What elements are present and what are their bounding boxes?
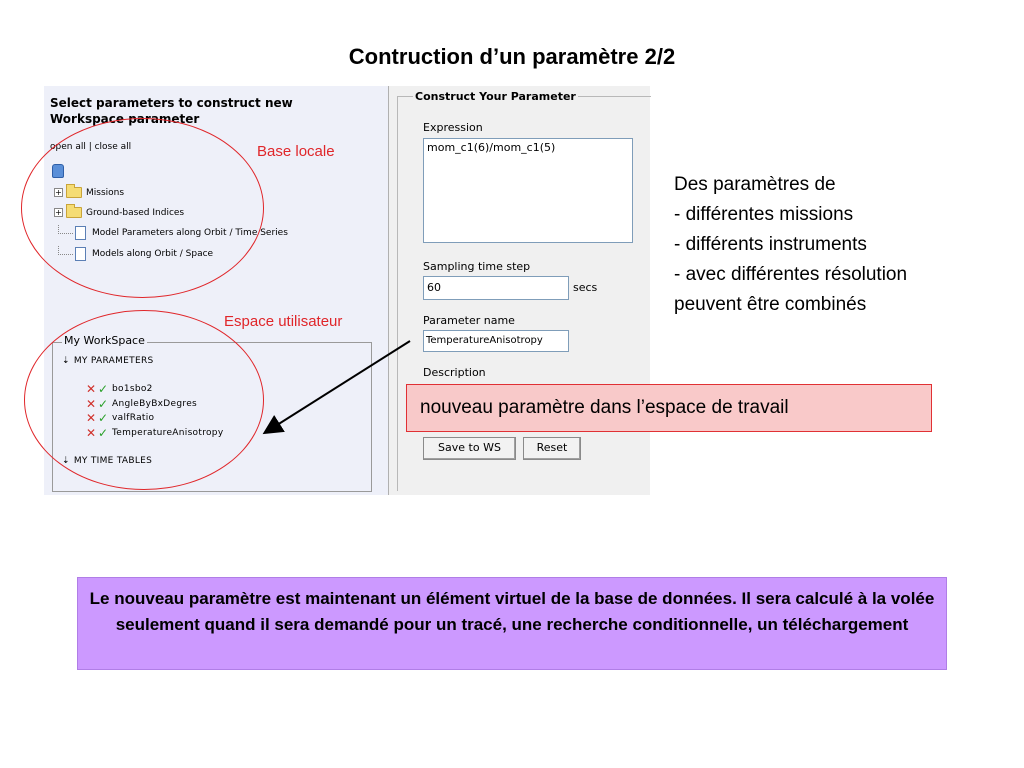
check-icon[interactable]: ✓ <box>98 397 109 411</box>
bottom-note: Le nouveau paramètre est maintenant un élément virtuel de la base de données. Il sera calculé à la volée seulement quand il sera demandé pour un tracé, une recherche conditionnelle, un téléchargement <box>77 577 947 670</box>
expand-icon[interactable]: + <box>55 208 62 217</box>
expand-icon[interactable]: + <box>55 188 62 197</box>
delete-icon[interactable]: ✕ <box>86 382 97 396</box>
delete-icon[interactable]: ✕ <box>86 411 97 425</box>
explanation-line: - différents instruments <box>674 234 867 255</box>
explanation-line: - avec différentes résolution <box>674 264 908 285</box>
workspace-legend: My WorkSpace <box>64 334 145 347</box>
delete-icon[interactable]: ✕ <box>86 426 97 440</box>
save-to-ws-button[interactable]: Save to WS <box>423 437 516 460</box>
base-locale-label: Base locale <box>257 143 335 160</box>
check-icon[interactable]: ✓ <box>98 426 109 440</box>
explanation-line: Des paramètres de <box>674 174 836 195</box>
explanation-line: peuvent être combinés <box>674 294 867 315</box>
check-icon[interactable]: ✓ <box>98 411 109 425</box>
check-icon[interactable]: ✓ <box>98 382 109 396</box>
open-close-all-links[interactable]: open all | close all <box>50 142 132 152</box>
collapse-arrow-icon: ⇣ <box>62 456 70 466</box>
sampling-input[interactable]: 60 <box>423 276 569 300</box>
tree-panel-heading: Select parameters to construct new Workspace parameter <box>50 96 293 126</box>
description-label: Description <box>423 366 486 379</box>
highlight-text: nouveau paramètre dans l’espace de travail <box>420 397 789 418</box>
my-parameters-label: MY PARAMETERS <box>73 356 154 366</box>
sampling-unit: secs <box>573 281 598 294</box>
slide-title: Contruction d’un paramètre 2/2 <box>348 44 676 69</box>
collapse-arrow-icon: ⇣ <box>62 356 70 366</box>
explanation-line: - différentes missions <box>674 204 854 225</box>
my-time-tables-label: MY TIME TABLES <box>73 456 153 466</box>
expression-input[interactable]: mom_c1(6)/mom_c1(5) <box>423 138 633 243</box>
workspace-param-label: bo1sbo2 <box>112 384 153 394</box>
workspace-param-label: AngleByBxDegres <box>112 399 198 409</box>
workspace-param-label: TemperatureAnisotropy <box>112 428 224 438</box>
tree-item-label: Missions <box>86 187 125 198</box>
workspace-param-label: valfRatio <box>112 413 155 423</box>
tree-item-label: Model Parameters along Orbit / Time Series <box>92 228 288 238</box>
delete-icon[interactable]: ✕ <box>86 397 97 411</box>
reset-button[interactable]: Reset <box>523 437 581 460</box>
construct-legend: Construct Your Parameter <box>415 90 576 103</box>
parameter-name-label: Parameter name <box>423 314 515 327</box>
espace-utilisateur-label: Espace utilisateur <box>224 313 343 330</box>
expression-label: Expression <box>423 121 483 134</box>
parameter-name-input[interactable]: TemperatureAnisotropy <box>423 330 569 352</box>
tree-item-label: Ground-based Indices <box>86 207 185 218</box>
tree-item-label: Models along Orbit / Space <box>92 249 214 259</box>
sampling-label: Sampling time step <box>423 260 531 273</box>
